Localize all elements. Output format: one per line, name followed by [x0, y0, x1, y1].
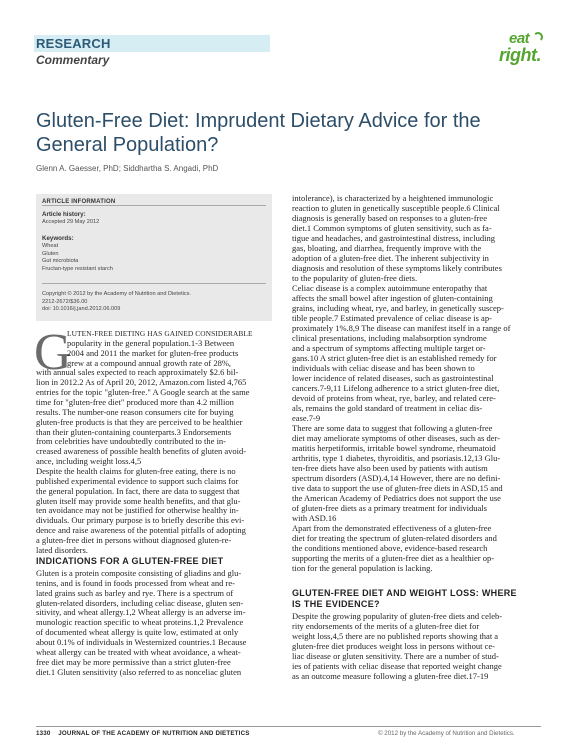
text-line: devoid of proteins from wheat, rye, barley, and related cere-	[292, 393, 496, 403]
text-line: popularity in the general population.1-3 Between	[67, 337, 235, 348]
page-number: 1330	[36, 730, 51, 737]
text-line: diet.1 Gluten sensitivity (also referred to as nonceliac gluten	[36, 666, 242, 677]
text-line: time for "gluten-free diet" produced more than 4.2 million	[36, 397, 234, 408]
text-line: the American Academy of Pediatrics does not support the use	[292, 493, 501, 503]
text-line: sitivity, and wheat allergy.1,2 Wheat allergy is an adverse im-	[36, 607, 246, 618]
footer-copyright: © 2012 by the Academy of Nutrition and Dietetics.	[378, 730, 515, 737]
footer-journal	[36, 730, 250, 737]
text-line: entries for the topic "gluten-free." A Google search at the same	[36, 387, 250, 398]
info-issn: 2212-2672/$36.00	[42, 298, 88, 305]
text-line: a gluten-free diet in persons without diagnosed gluten-re-	[36, 535, 232, 546]
text-line: munologic reaction specific to wheat proteins.1,2 Prevalence	[36, 617, 244, 628]
text-line: Despite the health claims for gluten-free eating, there is no	[36, 466, 236, 477]
text-line: tenins, and is found in foods processed from wheat and re-	[36, 577, 235, 588]
text-line: diagnosis is generally based on responses to a gluten-free	[292, 213, 487, 223]
keyword: Fructan-type resistant starch	[42, 265, 113, 272]
title-line: Gluten-Free Diet: Imprudent Dietary Advice for the	[36, 110, 481, 132]
heading-line: GLUTEN-FREE DIET AND WEIGHT LOSS: WHERE	[292, 588, 517, 598]
text-line: of gluten-free diets as a primary treatment for individuals	[292, 503, 487, 513]
text-line: Despite the growing popularity of gluten-free diets and celeb-	[292, 611, 503, 621]
text-line: matitis herpetiformis, irritable bowel syndrome, rheumatoid	[292, 443, 496, 453]
text-line: gas, bloating, and diarrhea, frequently improve with the	[292, 243, 482, 253]
text-line: ies of patients with celiac disease that reported weight change	[292, 661, 502, 671]
text-line: creased awareness of possible health benefits of gluten avoid-	[36, 446, 247, 457]
text-line: weight loss,4,5 there are no published reports showing that a	[292, 631, 499, 641]
text-line: rity endorsements of the merits of a gluten-free diet for	[292, 621, 480, 631]
text-line: the general population. In fact, there are data to suggest that	[36, 485, 240, 496]
text-line: Celiac disease is a complex autoimmune enteropathy that	[292, 283, 488, 293]
text-line: proximately 1%.8,9 The disease can manifest itself in a range of	[292, 323, 511, 333]
text-line: about 0.1% of individuals in Westernized countries.1 Because	[36, 637, 247, 648]
text-line: and a spectrum of symptoms affecting multiple target or-	[292, 343, 486, 353]
heading-line: IS THE EVIDENCE?	[292, 599, 380, 609]
text-line: diagnosis and resolution of these symptoms likely contributes	[292, 263, 502, 273]
eatright-logo	[499, 30, 547, 70]
text-line: lower incidence of related diseases, such as gastrointestinal	[292, 373, 494, 383]
text-line: lated grains such as barley and rye. There is a spectrum of	[36, 587, 234, 598]
text-line: than their gluten-containing counterparts.3 Endorsements	[36, 426, 232, 437]
text-line: gluten-free diet produces weight loss in persons without ce-	[292, 641, 496, 651]
section-heading	[292, 588, 517, 610]
text-line: ance, including weight loss.4,5	[36, 456, 142, 467]
journal-name: JOURNAL OF THE ACADEMY OF NUTRITION AND DIETETICS	[58, 730, 250, 737]
drop-cap: G	[34, 324, 72, 381]
logo-text-eat: eat	[509, 30, 530, 47]
text-line: gans.10 A strict gluten-free diet is an established remedy for	[292, 353, 497, 363]
text-line: diet may ameliorate symptoms of other diseases, such as der-	[292, 433, 501, 443]
logo-text-right: right.	[499, 45, 541, 65]
text-line: wheat allergy can be treated with wheat avoidance, a wheat-	[36, 646, 241, 657]
text-line: gluten-free products is that they are perceived to be healthier	[36, 416, 243, 427]
text-line: clinical presentations, including malabsorption syndrome	[292, 333, 487, 343]
info-divider	[42, 205, 266, 206]
keyword: Wheat	[42, 243, 59, 249]
text-line: lated disorders.	[36, 544, 88, 555]
text-line: supporting the merits of a gluten-free diet as a healthier op-	[292, 553, 495, 563]
text-line: published experimental evidence to support such claims for	[36, 475, 239, 486]
text-line: diet for treating the spectrum of gluten-related disorders and	[292, 533, 497, 543]
info-divider	[42, 283, 266, 284]
info-heading: ARTICLE INFORMATION	[42, 199, 116, 205]
text-line: the conditions mentioned above, evidence-based research	[292, 543, 488, 553]
text-line: from celebrities have undoubtedly contributed to the in-	[36, 436, 227, 447]
section-heading: INDICATIONS FOR A GLUTEN-FREE DIET	[36, 556, 224, 566]
text-line: spectrum disorders (ASD).4,14 However, there are no defini-	[292, 473, 501, 483]
text-line: diet.1 Common symptoms of gluten sensitivity, such as fa-	[292, 223, 492, 233]
text-line: grew at a compound annual growth rate of 28%,	[67, 357, 232, 368]
text-line: adoption of a gluten-free diet. The inherent subjectivity in	[292, 253, 489, 263]
text-line: reaction to gluten in genetically susceptible people.6 Clinical	[292, 203, 500, 213]
article-title	[36, 109, 541, 157]
text-line: als, remains the gold standard of treatment in celiac dis-	[292, 403, 483, 413]
text-line: tible people.7 Estimated prevalence of celiac disease is ap-	[292, 313, 492, 323]
text-line: to the popularity of gluten-free diets.	[292, 273, 418, 283]
footer-divider	[36, 726, 541, 727]
text-line: tion for the general population is lacking.	[292, 563, 433, 573]
text-line: There are some data to suggest that following a gluten-free	[292, 423, 493, 433]
text-line: Apart from the demonstrated effectiveness of a gluten-free	[292, 523, 492, 533]
text-line: LUTEN-FREE DIETING HAS GAINED CONSIDERABLE	[67, 329, 253, 338]
keyword: Gluten	[42, 250, 59, 257]
text-line: ten-free diets have also been used by patients with autism	[292, 463, 488, 473]
text-line: ease.7-9	[292, 413, 321, 423]
text-line: of documented wheat allergy is quite low, estimated at only	[36, 627, 239, 638]
text-line: free diet may be more permissive than a strict gluten-free	[36, 656, 231, 667]
text-line: individuals with celiac disease and has been shown to	[292, 363, 475, 373]
logo-arc-icon	[533, 32, 543, 42]
text-line: cancers.7-9,11 Lifelong adherence to a strict gluten-free diet,	[292, 383, 500, 393]
info-history-label: Article history:	[42, 211, 86, 218]
text-line: results. The number-one reason consumers cite for buying	[36, 406, 234, 417]
text-line: tive data to support the use of gluten-free diets in ASD,15 and	[292, 483, 503, 493]
text-line: gluten-related disorders, including celiac disease, gluten sen-	[36, 597, 244, 608]
text-line: gluten itself may provide some health benefits, and that glu-	[36, 495, 241, 506]
text-line: arthritis, type 1 diabetes, thyroiditis, and psoriasis.12,13 Glu-	[292, 453, 501, 463]
section-subtitle: Commentary	[36, 53, 110, 67]
info-doi: doi: 10.1016/j.jand.2012.06.009	[42, 306, 121, 312]
info-keywords-label: Keywords:	[42, 235, 74, 242]
text-line: Gluten is a protein composite consisting of gliadins and glu-	[36, 568, 242, 578]
text-line: dividuals. Our primary purpose is to briefly describe this evi-	[36, 515, 245, 526]
section-label: RESEARCH	[36, 36, 111, 51]
info-copyright: Copyright © 2012 by the Academy of Nutrition and Dietetics.	[42, 291, 192, 297]
text-line: with ASD.16	[292, 513, 337, 523]
keyword: Gut microbiota	[42, 258, 79, 264]
text-line: grains, including wheat, rye, and barley, in genetically suscep-	[292, 303, 504, 313]
text-line: as an outcome measure following a gluten-free diet.17-19	[292, 671, 489, 681]
text-line: lion in 2012.2 As of April 20, 2012, Amazon.com listed 4,765	[36, 377, 247, 388]
text-line: affects the small bowel after ingestion of gluten-containing	[292, 293, 493, 303]
text-line: 2004 and 2011 the market for gluten-free products	[67, 347, 239, 358]
text-line: with annual sales expected to reach approximately $2.6 bil-	[36, 367, 239, 378]
text-line: tigue and headaches, and gastrointestinal distress, including	[292, 233, 496, 243]
text-line: liac disease or gluten sensitivity. There are a number of stud-	[292, 651, 499, 661]
text-line: dence and raise awareness of the potential pitfalls of adopting	[36, 525, 246, 536]
text-line: ten avoidance may not be justified for otherwise healthy in-	[36, 505, 239, 516]
info-history-value: Accepted 29 May 2012	[42, 219, 100, 225]
text-line: intolerance), is characterized by a heightened immunologic	[292, 193, 494, 203]
authors: Glenn A. Gaesser, PhD; Siddhartha S. Angadi, PhD	[36, 164, 219, 173]
title-line: General Population?	[36, 134, 219, 156]
